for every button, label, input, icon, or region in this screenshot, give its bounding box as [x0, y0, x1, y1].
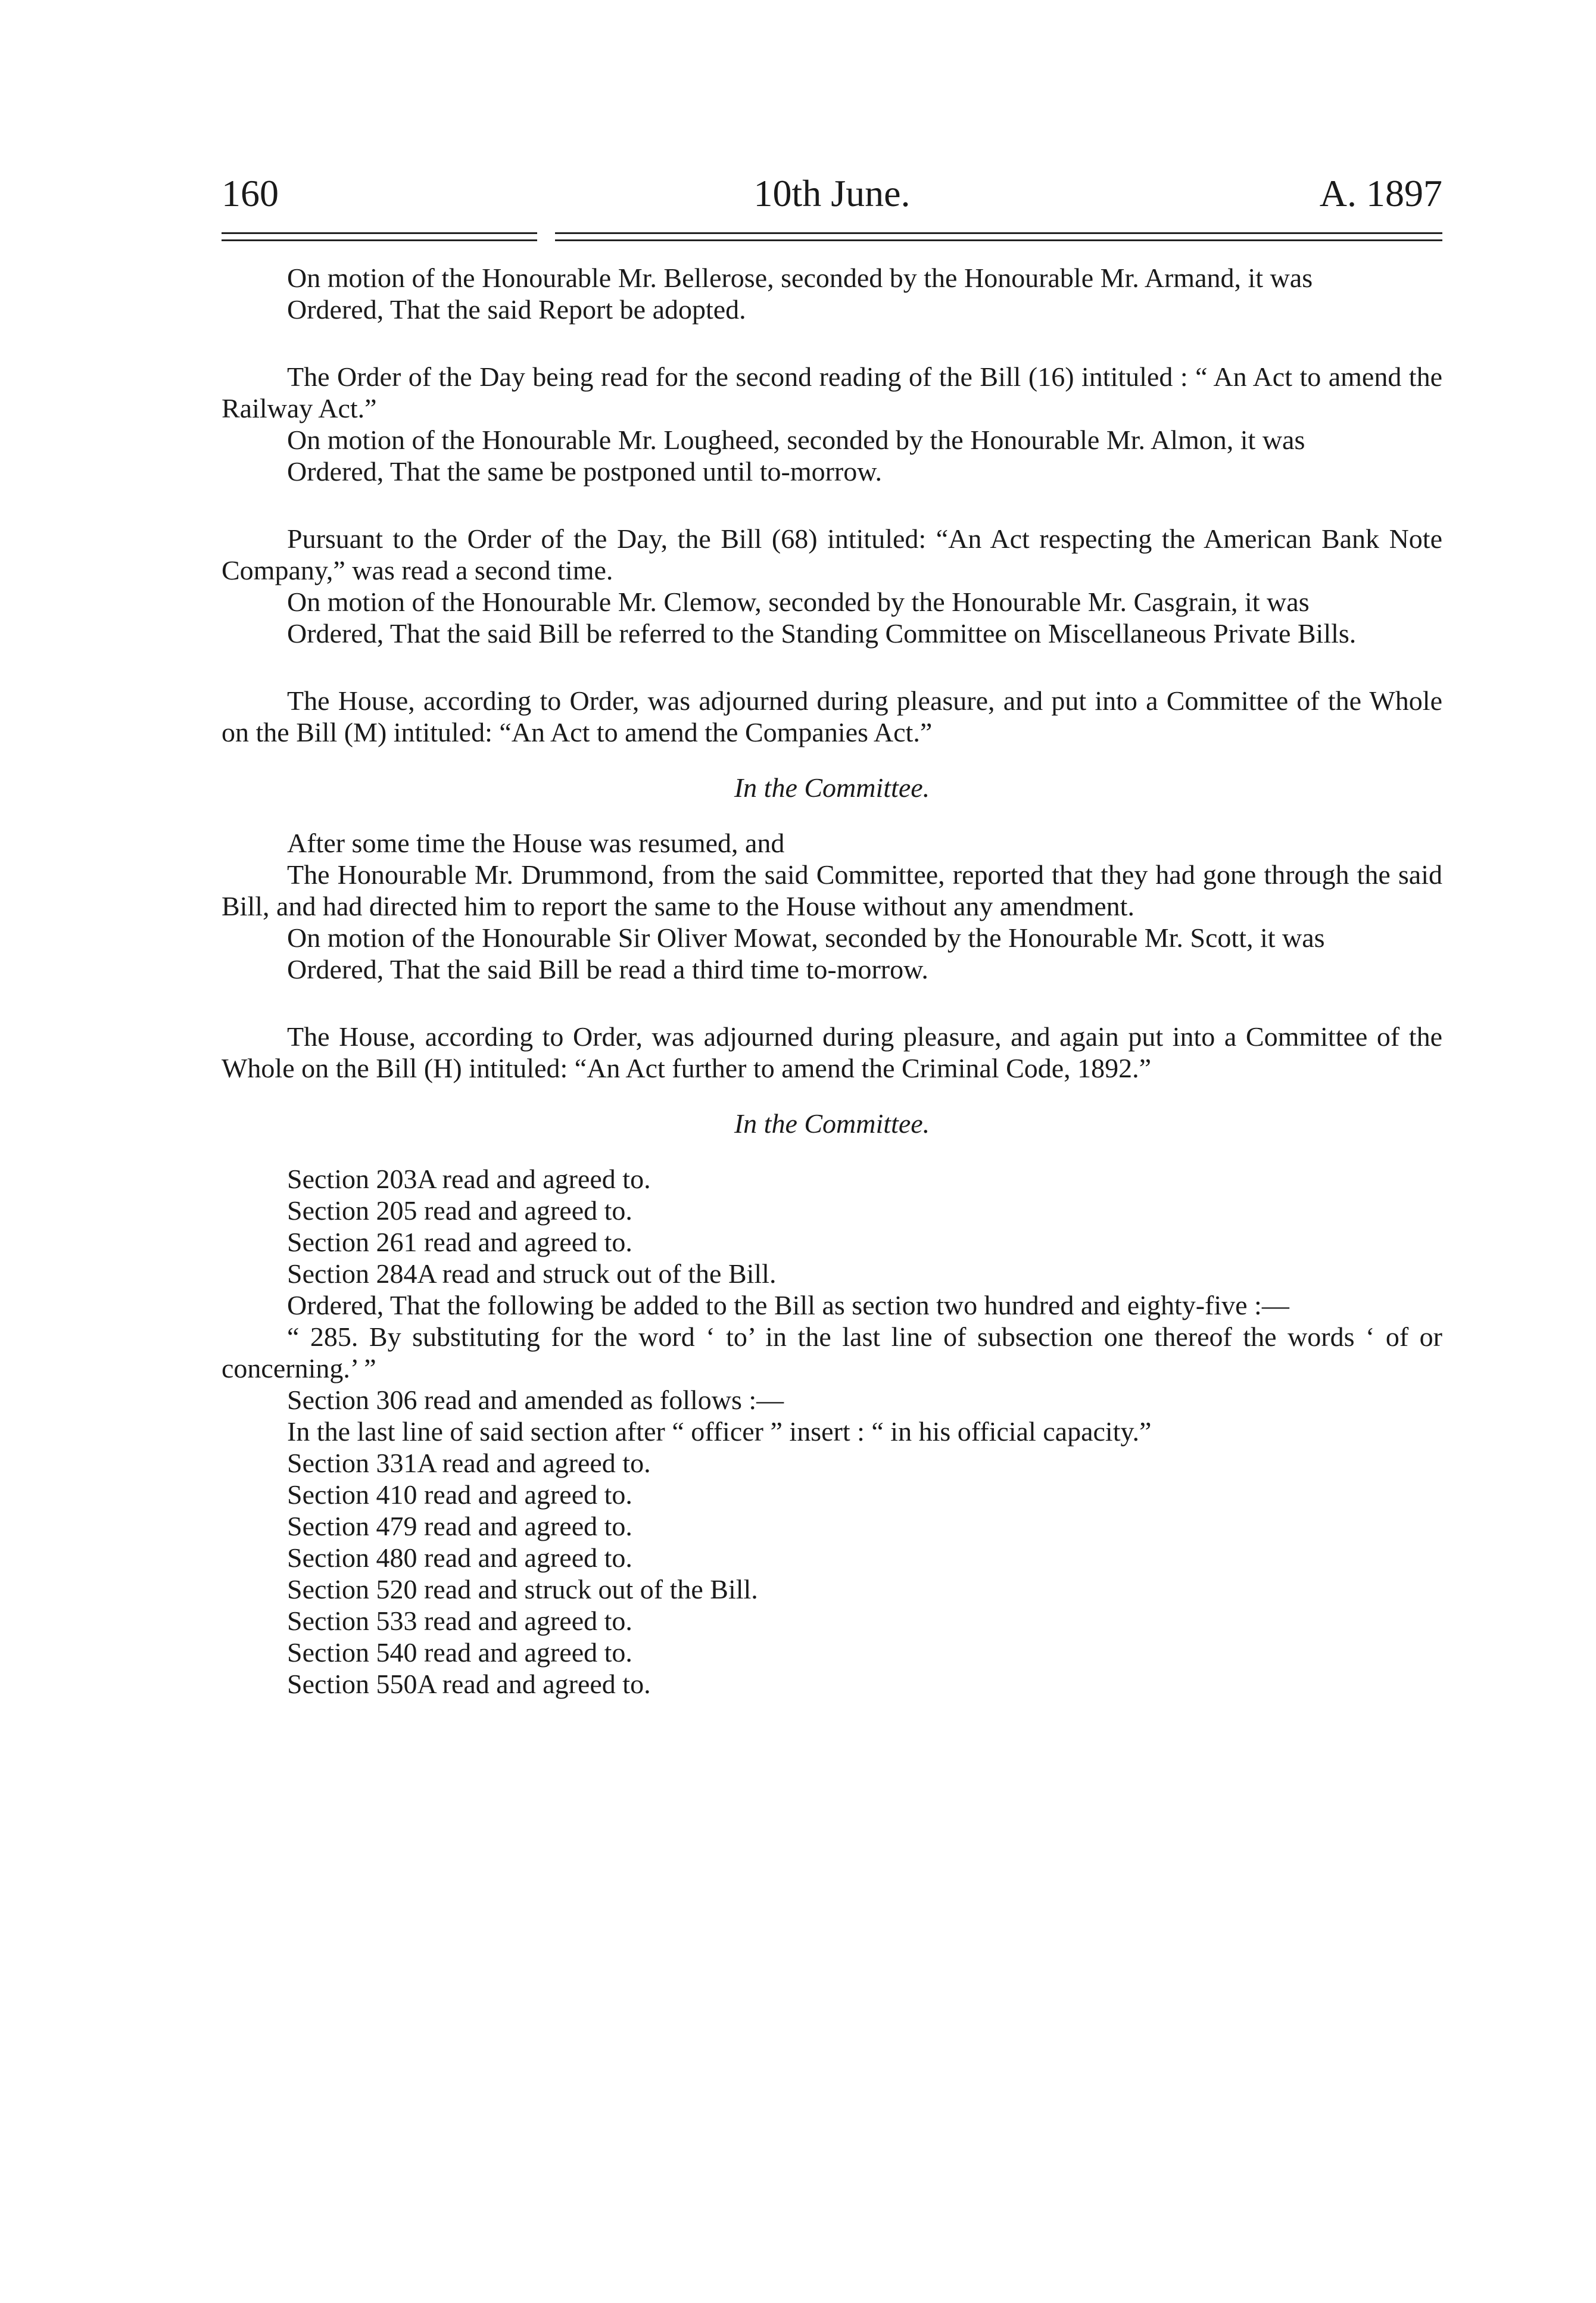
paragraph: On motion of the Honourable Mr. Lougheed, seconded by the Honourable Mr. Almon, it was: [287, 425, 1305, 455]
spacer: [222, 1139, 1442, 1163]
section-line: Section 306 read and amended as follows :—: [287, 1385, 784, 1415]
paragraph: Ordered, That the same be postponed until to-morrow.: [287, 456, 882, 487]
paragraph: Ordered, That the said Report be adopted.: [287, 294, 746, 325]
section-line: Section 540 read and agreed to.: [287, 1637, 632, 1668]
section-line: Section 480 read and agreed to.: [287, 1542, 632, 1573]
paragraph: The House, according to Order, was adjourned during pleasure, and again put into a Committee of the Whole on the Bill (H) intituled: “An Act further to amend the Criminal Code, 1892.”: [222, 1021, 1442, 1083]
spacer: [222, 325, 1442, 361]
section-line: Section 550A read and agreed to.: [287, 1669, 651, 1699]
section-line: Section 410 read and agreed to.: [287, 1479, 632, 1510]
section-line: Section 205 read and agreed to.: [287, 1195, 632, 1226]
paragraph: On motion of the Honourable Mr. Bellerose, seconded by the Honourable Mr. Armand, it was: [287, 263, 1313, 293]
spacer: [222, 985, 1442, 1021]
spacer: [222, 649, 1442, 685]
committee-heading: In the Committee.: [734, 772, 930, 803]
paragraph: On motion of the Honourable Mr. Clemow, seconded by the Honourable Mr. Casgrain, it was: [287, 587, 1310, 617]
insert-line: In the last line of said section after “ officer ” insert : “ in his official capacity.”: [287, 1416, 1152, 1447]
paragraph: The Honourable Mr. Drummond, from the said Committee, reported that they had gone through the said Bill, and had directed him to report the same to the House without any amendment.: [222, 859, 1442, 921]
spacer: [222, 487, 1442, 523]
rule-left-bottom: [222, 239, 537, 241]
journal-body: [222, 262, 1442, 1700]
section-line: Section 520 read and struck out of the Bill.: [287, 1574, 758, 1604]
spacer: [222, 748, 1442, 772]
paragraph: After some time the House was resumed, and: [287, 828, 785, 858]
paragraph: Pursuant to the Order of the Day, the Bill (68) intituled: “An Act respecting the American Bank Note Company,” was read a second time.: [222, 523, 1442, 585]
page-number: 160: [222, 172, 279, 214]
page-header: [222, 161, 1442, 226]
section-line: Section 203A read and agreed to.: [287, 1164, 651, 1194]
rule-right-top: [555, 232, 1442, 234]
ordered-line: Ordered, That the following be added to the Bill as section two hundred and eighty-five :—: [287, 1290, 1289, 1320]
quoted-amendment: “ 285. By substituting for the word ‘ to’ in the last line of subsection one thereof the words ‘ of or concerning.’ ”: [222, 1322, 1442, 1383]
section-line: Section 261 read and agreed to.: [287, 1227, 632, 1257]
committee-heading: In the Committee.: [734, 1108, 930, 1139]
paragraph: On motion of the Honourable Sir Oliver Mowat, seconded by the Honourable Mr. Scott, it was: [287, 923, 1325, 953]
section-line: Section 479 read and agreed to.: [287, 1511, 632, 1541]
section-line: Section 284A read and struck out of the Bill.: [287, 1258, 777, 1289]
page-date: 10th June.: [753, 172, 911, 214]
rule-right-bottom: [555, 239, 1442, 241]
spacer: [222, 1084, 1442, 1108]
paragraph: The House, according to Order, was adjourned during pleasure, and put into a Committee of the Whole on the Bill (M) intituled: “An Act to amend the Companies Act.”: [222, 685, 1442, 747]
page-year: A. 1897: [1319, 172, 1442, 214]
paragraph: Ordered, That the said Bill be referred to the Standing Committee on Miscellaneous Private Bills.: [287, 618, 1357, 649]
section-line: Section 533 read and agreed to.: [287, 1606, 632, 1636]
journal-page: [222, 161, 1442, 1700]
section-line: Section 331A read and agreed to.: [287, 1448, 651, 1478]
paragraph: The Order of the Day being read for the second reading of the Bill (16) intituled : “ An Act to amend the Railway Act.”: [222, 362, 1442, 423]
header-rules: [222, 226, 1442, 262]
spacer: [222, 803, 1442, 827]
rule-left-top: [222, 232, 537, 234]
paragraph: Ordered, That the said Bill be read a third time to-morrow.: [287, 954, 928, 984]
